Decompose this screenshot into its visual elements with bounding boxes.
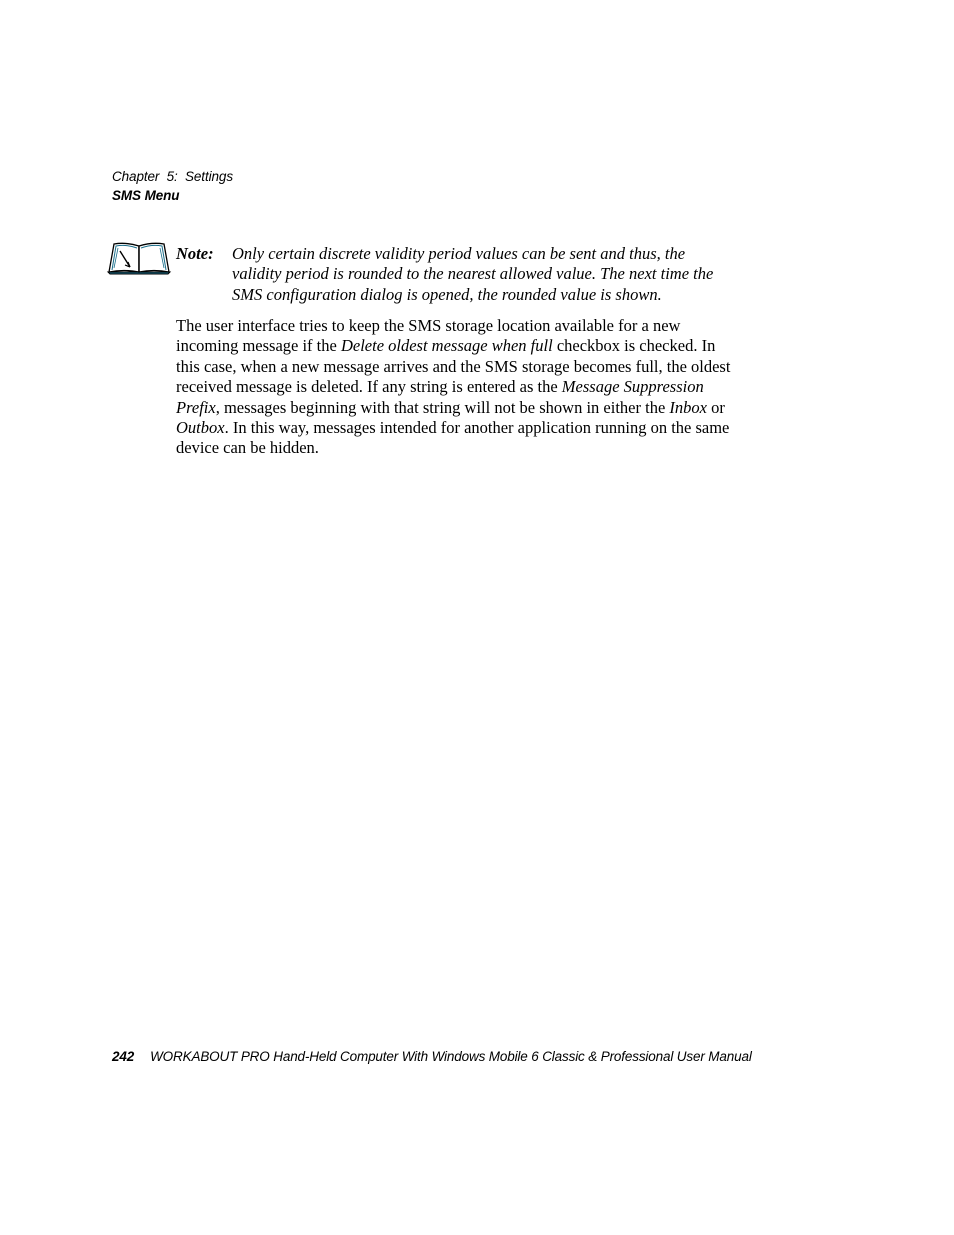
note-label: Note: — [176, 244, 214, 263]
paragraph-line: Prefix, messages beginning with that string will not be shown in either the Inbox or — [176, 397, 725, 417]
paragraph-line: device can be hidden. — [176, 438, 319, 458]
note-line: validity period is rounded to the nearest allowed value. The next time the — [232, 264, 714, 284]
paragraph-line: this case, when a new message arrives and the SMS storage becomes full, the oldest — [176, 356, 731, 376]
paragraph-line: The user interface tries to keep the SMS storage location available for a new — [176, 316, 681, 335]
note-text — [232, 244, 744, 305]
open-book-icon — [106, 241, 172, 275]
body-paragraph — [176, 316, 748, 459]
page-number: 242 — [112, 1049, 135, 1064]
note-line: Only certain discrete validity period values can be sent and thus, the — [232, 244, 686, 263]
option-name: Prefix — [176, 397, 216, 417]
running-header — [112, 167, 233, 205]
paragraph-line: received message is deleted. If any string is entered as the Message Suppression — [176, 377, 704, 397]
section-title: SMS Menu — [112, 188, 180, 203]
option-name: Delete oldest message when full — [340, 336, 553, 356]
chapter-title: Chapter 5: Settings — [112, 169, 233, 184]
paragraph-line: Outbox. In this way, messages intended for another application running on the same — [176, 418, 730, 438]
running-footer — [112, 1047, 752, 1066]
manual-title: WORKABOUT PRO Hand-Held Computer With Windows Mobile 6 Classic & Professional User Manual — [150, 1049, 752, 1064]
folder-name: Inbox — [669, 397, 707, 417]
folder-name: Outbox — [176, 418, 225, 438]
paragraph-line: incoming message if the Delete oldest message when full checkbox is checked. In — [176, 336, 716, 356]
note-line: SMS configuration dialog is opened, the rounded value is shown. — [232, 284, 662, 304]
option-name: Message Suppression — [561, 377, 704, 397]
